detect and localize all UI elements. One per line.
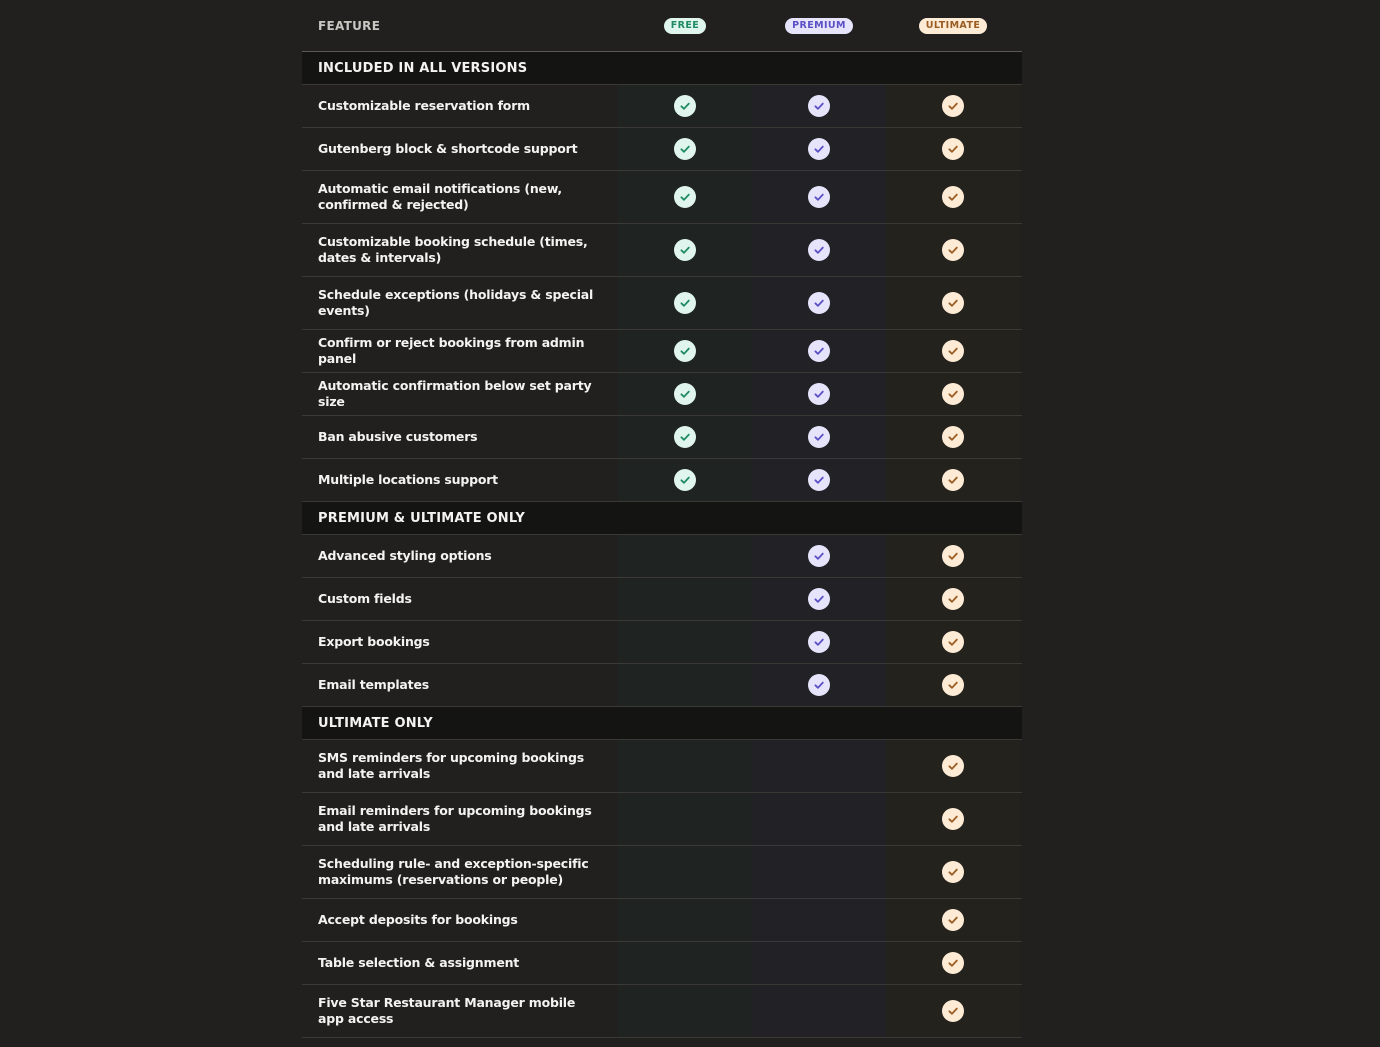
feature-name: Scheduling rule- and exception-specific maximums (reservations or people) — [318, 856, 589, 887]
tier-cell-premium — [752, 459, 886, 501]
check-circle-icon — [942, 952, 964, 974]
tier-cell-premium — [752, 793, 886, 845]
tier-cell-free — [618, 224, 752, 276]
table-row — [302, 128, 1022, 171]
section-header — [302, 502, 1022, 535]
check-circle-icon — [942, 95, 964, 117]
tier-cell-ultimate — [886, 942, 1020, 984]
feature-column-header: FEATURE — [318, 18, 381, 33]
feature-name: Custom fields — [318, 591, 412, 606]
tier-cell-free — [618, 942, 752, 984]
table-row — [302, 985, 1022, 1038]
check-circle-icon — [942, 340, 964, 362]
tier-cell-free — [618, 793, 752, 845]
table-row — [302, 373, 1022, 416]
feature-comparison-table — [302, 0, 1022, 1038]
tier-cell-free — [618, 171, 752, 223]
tier-cell-premium — [752, 985, 886, 1037]
tier-cell-ultimate — [886, 459, 1020, 501]
tier-cell-ultimate — [886, 621, 1020, 663]
check-circle-icon — [942, 631, 964, 653]
section-header — [302, 707, 1022, 740]
tier-cell-free — [618, 373, 752, 415]
check-circle-icon — [808, 292, 830, 314]
tier-cell-ultimate — [886, 793, 1020, 845]
tier-cell-free — [618, 330, 752, 372]
tier-cell-premium — [752, 899, 886, 941]
feature-name: Accept deposits for bookings — [318, 912, 518, 927]
check-circle-icon — [808, 340, 830, 362]
check-circle-icon — [942, 138, 964, 160]
check-circle-icon — [808, 383, 830, 405]
tier-badge-free: FREE — [664, 18, 706, 34]
tier-cell-ultimate — [886, 578, 1020, 620]
check-circle-icon — [942, 861, 964, 883]
tier-cell-premium — [752, 171, 886, 223]
check-circle-icon — [942, 588, 964, 610]
tier-cell-premium — [752, 85, 886, 127]
table-header-row — [302, 0, 1022, 52]
tier-cell-free — [618, 846, 752, 898]
check-circle-icon — [674, 426, 696, 448]
tier-cell-ultimate — [886, 85, 1020, 127]
check-circle-icon — [808, 239, 830, 261]
tier-cell-free — [618, 664, 752, 706]
tier-cell-ultimate — [886, 985, 1020, 1037]
tier-cell-premium — [752, 942, 886, 984]
tier-cell-ultimate — [886, 740, 1020, 792]
tier-cell-free — [618, 535, 752, 577]
tier-cell-premium — [752, 535, 886, 577]
section-title: PREMIUM & ULTIMATE ONLY — [318, 510, 525, 526]
check-circle-icon — [674, 95, 696, 117]
check-circle-icon — [808, 95, 830, 117]
tier-cell-free — [618, 459, 752, 501]
check-circle-icon — [942, 909, 964, 931]
tier-cell-premium — [752, 664, 886, 706]
tier-cell-free — [618, 899, 752, 941]
tier-cell-ultimate — [886, 664, 1020, 706]
check-circle-icon — [674, 239, 696, 261]
tier-cell-ultimate — [886, 373, 1020, 415]
check-circle-icon — [942, 469, 964, 491]
check-circle-icon — [942, 1000, 964, 1022]
table-row — [302, 85, 1022, 128]
table-row — [302, 535, 1022, 578]
check-circle-icon — [808, 674, 830, 696]
section-title: ULTIMATE ONLY — [318, 715, 433, 731]
tier-cell-premium — [752, 128, 886, 170]
tier-cell-premium — [752, 740, 886, 792]
table-row — [302, 459, 1022, 502]
feature-name: Automatic confirmation below set party size — [318, 378, 592, 409]
check-circle-icon — [942, 383, 964, 405]
tier-cell-ultimate — [886, 277, 1020, 329]
tier-cell-premium — [752, 373, 886, 415]
tier-badge-premium: PREMIUM — [785, 18, 853, 34]
tier-cell-ultimate — [886, 171, 1020, 223]
feature-name: SMS reminders for upcoming bookings and late arrivals — [318, 750, 584, 781]
tier-cell-premium — [752, 224, 886, 276]
check-circle-icon — [808, 631, 830, 653]
tier-cell-ultimate — [886, 128, 1020, 170]
check-circle-icon — [942, 292, 964, 314]
tier-cell-free — [618, 85, 752, 127]
table-row — [302, 793, 1022, 846]
table-row — [302, 664, 1022, 707]
check-circle-icon — [808, 426, 830, 448]
feature-name: Customizable reservation form — [318, 98, 530, 113]
table-row — [302, 277, 1022, 330]
tier-cell-ultimate — [886, 416, 1020, 458]
check-circle-icon — [674, 383, 696, 405]
section-title: INCLUDED IN ALL VERSIONS — [318, 60, 528, 76]
check-circle-icon — [674, 469, 696, 491]
check-circle-icon — [674, 340, 696, 362]
feature-name: Automatic email notifications (new, confirmed & rejected) — [318, 181, 562, 212]
check-circle-icon — [942, 186, 964, 208]
feature-name: Confirm or reject bookings from admin panel — [318, 335, 585, 366]
table-row — [302, 224, 1022, 277]
table-row — [302, 330, 1022, 373]
check-circle-icon — [942, 545, 964, 567]
tier-cell-premium — [752, 330, 886, 372]
tier-cell-free — [618, 578, 752, 620]
feature-name: Advanced styling options — [318, 548, 492, 563]
check-circle-icon — [808, 186, 830, 208]
tier-cell-premium — [752, 277, 886, 329]
feature-name: Customizable booking schedule (times, dates & intervals) — [318, 234, 588, 265]
tier-cell-premium — [752, 416, 886, 458]
feature-name: Schedule exceptions (holidays & special events) — [318, 287, 594, 318]
check-circle-icon — [808, 138, 830, 160]
feature-name: Export bookings — [318, 634, 430, 649]
section-header — [302, 52, 1022, 85]
feature-name: Multiple locations support — [318, 472, 498, 487]
tier-cell-free — [618, 621, 752, 663]
check-circle-icon — [942, 808, 964, 830]
table-row — [302, 740, 1022, 793]
tier-cell-premium — [752, 621, 886, 663]
tier-cell-premium — [752, 846, 886, 898]
feature-name: Gutenberg block & shortcode support — [318, 141, 578, 156]
tier-cell-ultimate — [886, 846, 1020, 898]
tier-cell-free — [618, 277, 752, 329]
tier-badge-ultimate: ULTIMATE — [919, 18, 987, 34]
check-circle-icon — [808, 469, 830, 491]
check-circle-icon — [674, 186, 696, 208]
tier-cell-free — [618, 985, 752, 1037]
tier-cell-free — [618, 128, 752, 170]
tier-cell-ultimate — [886, 330, 1020, 372]
table-row — [302, 846, 1022, 899]
tier-cell-free — [618, 740, 752, 792]
tier-cell-premium — [752, 578, 886, 620]
table-body — [302, 52, 1022, 1038]
check-circle-icon — [942, 239, 964, 261]
check-circle-icon — [808, 545, 830, 567]
check-circle-icon — [674, 138, 696, 160]
tier-cell-ultimate — [886, 224, 1020, 276]
table-row — [302, 578, 1022, 621]
feature-name: Email templates — [318, 677, 429, 692]
table-row — [302, 416, 1022, 459]
feature-name: Ban abusive customers — [318, 429, 478, 444]
check-circle-icon — [942, 755, 964, 777]
check-circle-icon — [808, 588, 830, 610]
tier-cell-free — [618, 416, 752, 458]
tier-cell-ultimate — [886, 899, 1020, 941]
tier-cell-ultimate — [886, 535, 1020, 577]
table-row — [302, 621, 1022, 664]
feature-name: Five Star Restaurant Manager mobile app access — [318, 995, 576, 1026]
table-row — [302, 942, 1022, 985]
check-circle-icon — [942, 426, 964, 448]
table-row — [302, 171, 1022, 224]
table-row — [302, 899, 1022, 942]
check-circle-icon — [942, 674, 964, 696]
check-circle-icon — [674, 292, 696, 314]
feature-name: Email reminders for upcoming bookings and late arrivals — [318, 803, 592, 834]
feature-name: Table selection & assignment — [318, 955, 520, 970]
